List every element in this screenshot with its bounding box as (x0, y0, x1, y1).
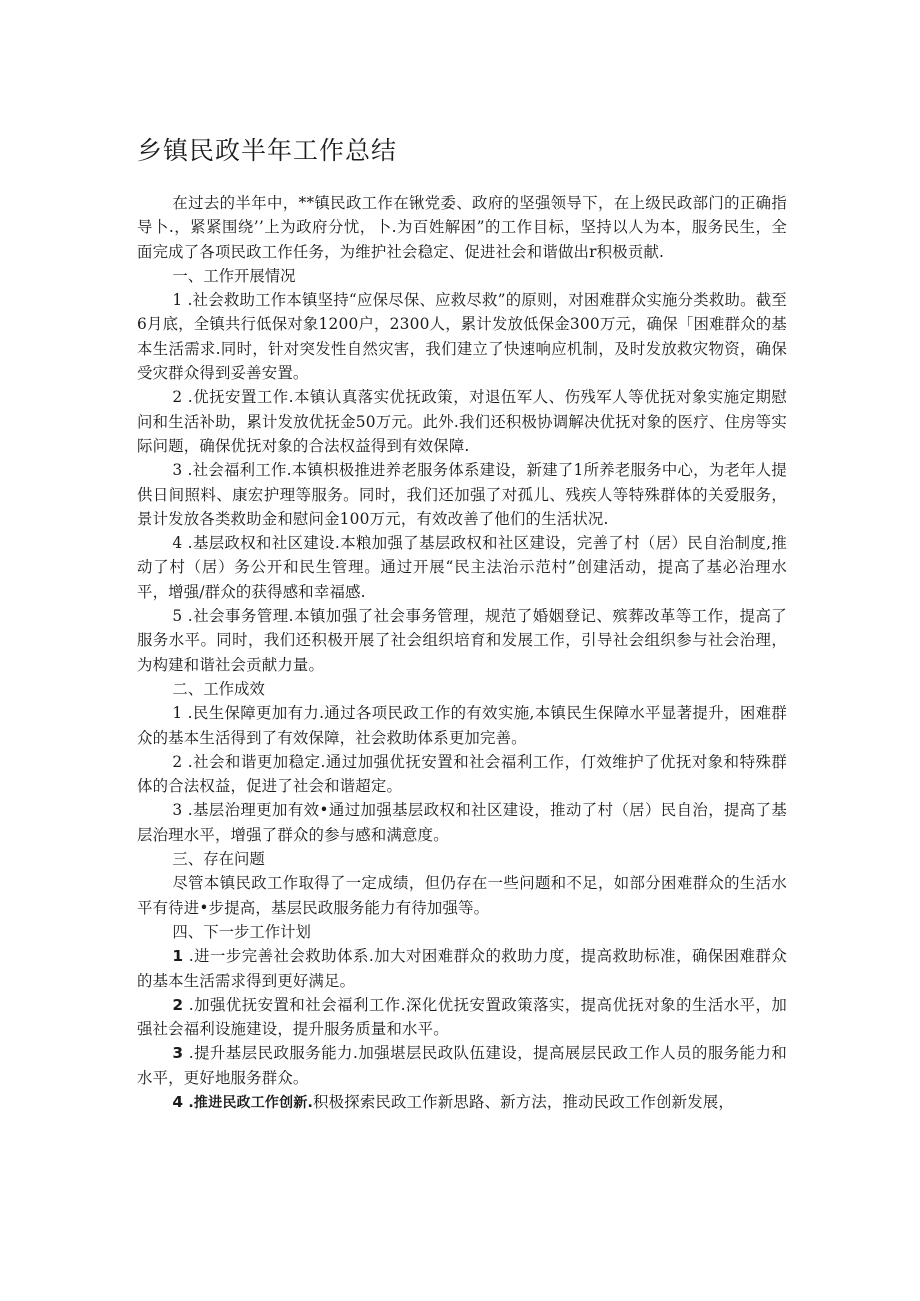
plan-item-text: .提升基层民政服务能力.加强堪层民政队伍建设，提高展层民政工作人员的服务能力和水平，更好地服务群众。 (137, 1044, 787, 1087)
document-page (137, 130, 787, 1115)
plan-item-text: 积极探索民政工作新思路、新方法，推动民政工作创新发展， (313, 1092, 734, 1111)
plan-item-service-capacity (137, 1041, 787, 1090)
work-item-social-affairs: 5 .社会事务管理.本镇加强了社会事务管理，规范了婚姻登记、殡葬改革等工作，提高了服务水平。同时，我们还积极开展了社会组织培育和发展工作，引导社会组织参与社会治理，为构建和谐社会贡献力量。 (137, 607, 787, 674)
result-item-livelihood: 1 .民生保障更加有力.通过各项民政工作的有效实施,本镇民生保障水平显著提升，困难群众的基本生活得到了有效保障，社会救助体系更加完善。 (137, 704, 787, 747)
work-item-social-welfare: 3 .社会福利工作.本镇枳极推进养老服务体系建设，新建了1所养老服务中心，为老年人提供日间照料、康宏护理等服务。同时，我们还加强了对孤儿、残疾人等特殊群体的关爱服务，景计发放各类救助金和慰问金100万元，有效改善了他们的生活状况. (137, 461, 787, 528)
plan-item-text: .进一步完善社会救助体系.加大对困难群众的救助力度，提高救助标准，确保困难群众的基本生活需求得到更好满足。 (137, 947, 787, 990)
section-heading-problems: 三、存在问题 (172, 850, 265, 869)
work-item-veterans-care: 2 .优抚安置工作.本镇认真落实优抚政策，对退伍军人、伤残军人等优抚对象实施定期慰问和生活补助，累计发放优抚金50万元。此外.我们还积极协调解决优抚对象的医疗、住房等实际问题，确保优抚对象的合法权益得到有效保障. (137, 388, 787, 455)
plan-item-assistance-system (137, 944, 787, 993)
plan-item-lead: .推进民政工作创新. (183, 1094, 314, 1111)
document-title: 乡镇民政半年工作总结 (137, 136, 398, 165)
problems-paragraph: 尽管本镇民政工作取得了一定成绩，但仍存在一些问题和不足，如部分困难群众的生活水平有待进•步提高，基层民政服务能力有待加强等。 (137, 874, 787, 917)
plan-item-text: .加强优抚安置和社会福利工作.深化优抚安置政策落实，提高优抚对象的生活水平，加强社会福利设施建设，提升服务质量和水平。 (137, 995, 787, 1039)
result-item-harmony: 2 .社会和谐更加稳定.通过加强优抚安置和社会福利工作，仃效维护了优抚对象和特殊群体的合法权益，促进了社会和谐超定。 (137, 752, 787, 796)
section-heading-results: 二、工作成效 (172, 679, 265, 698)
section-heading-work-status: 一、工作开展情况 (172, 266, 296, 285)
intro-paragraph: 在过去的半年中，**镇民政工作在锹党委、政府的坚强领导下，在上级民政部门的正确指导卜.，紧紧围绕’’上为政府分忧，卜.为百姓解困”的工作目标，坚持以人为本，服务民生，全面完成了各项民政工作任务，为维护社会稳定、促进社会和谐做出r积极贡献. (137, 194, 787, 261)
work-item-grassroots-governance: 4 .基层政权和社区建设.本粮加强了基层政权和社区建设，完善了村（居）民自治制度,推动了村（居）务公开和民生管理。通过开展“民主法治示范村”创建活动，提高了基必治理水平，增强/群众的获得感和幸福感. (137, 534, 787, 601)
plan-item-number: 1 (172, 947, 184, 966)
plan-item-veterans-welfare (137, 993, 787, 1042)
plan-item-innovation (137, 1090, 787, 1115)
section-heading-next-plan: 四、下一步工作计划 (172, 922, 311, 941)
plan-item-number: 2 (172, 995, 184, 1014)
plan-item-number: 3 (172, 1044, 184, 1063)
plan-item-number: 4 (172, 1092, 184, 1111)
result-item-governance: 3 .基层治理更加有效•通过加强基层政权和社区建设，推动了村（居）民自治，提高了基层治理水平，增强了群众的参与感和满意度。 (137, 801, 787, 844)
work-item-social-assistance: 1 .社会救助工作本镇坚持“应保尽保、应救尽救”的原则，对困难群众实施分类救助。截至6月底，全镇共行低保对象1200户，2300人，累计发放低保金300万元，确保「困难群众的基本生活需求.同时，针对突发性自然灾害，我们建立了快速响应机制，及时发放救灾物资，确保受灾群众得到妥善安置。 (137, 291, 787, 383)
